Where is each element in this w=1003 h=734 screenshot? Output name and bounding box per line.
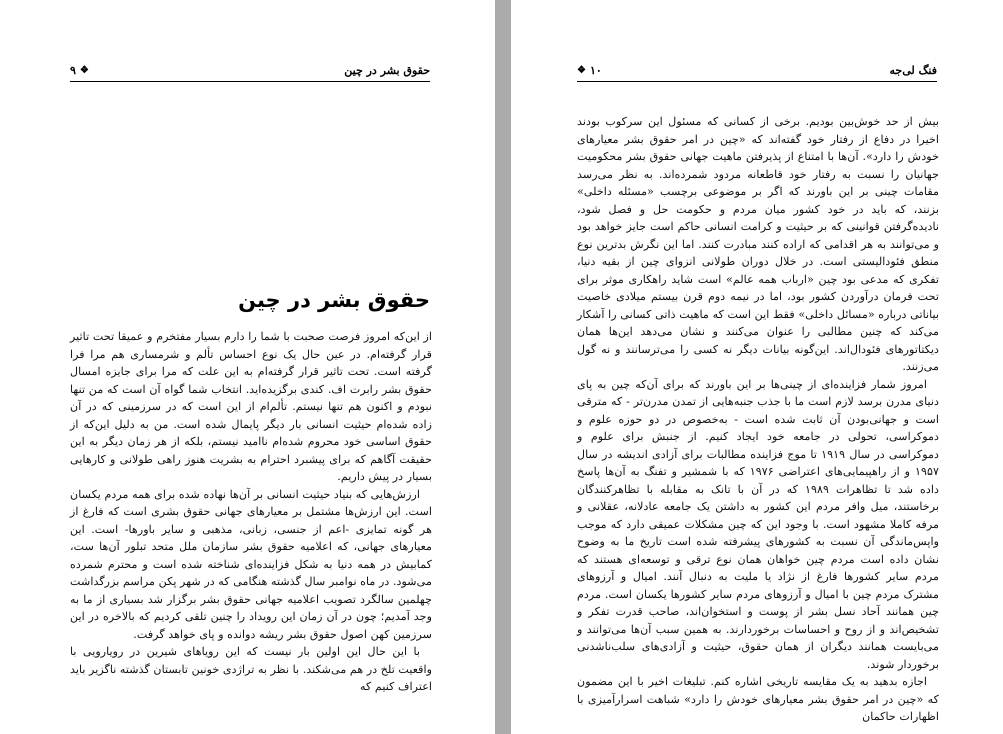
paragraph: اجازه بدهید به یک مقایسه تاریخی اشاره کنم. تبلیغات اخیر با این مضمون که «چین در امر حقوق بشر معیارهای خودش را دارد» شباهت اسرارآمیزی با اظهارات حاکمان: [577, 675, 939, 723]
paragraph: از این‌که امروز فرصت صحبت با شما را دارم بسیار مفتخرم و عمیقا تحت تاثیر قرار گرفته‌ام. در عین حال یک نوع احساس تألم و شرمساری هم مرا فرا گرفته است. تحت تاثیر قرار گرفته‌ام به این علت که مرا برای جایزه امسال حقوق بشر رابرت اف. کندی برگزیده‌اید. انتخاب شما گواه آن است که من تنها نبودم و اکنون هم تنها نیستم. تألم‌ام از این است که در سرزمینی که در آن زاده شده‌ام حیثیت انسانی بار دیگر پایمال شده است. من به دلیل این‌که از حقوق اساسی خود محروم شده‌ام ناامید نیستم، بلکه از هر زمان دیگر به این حقیقت آگاهم که برای پیشبرد احترام به بشریت هنوز راهی طولانی و کارهایی بسیار در پیش داریم.: [70, 330, 432, 483]
right-page: [511, 0, 1003, 734]
ornament-icon: ❖: [577, 64, 586, 76]
paragraph: با این حال این اولین بار نیست که این رویاهای شیرین در رویارویی با واقعیت تلخ در هم می‌شکند. با نظر به تراژدی خونین تابستان گذشته ناگزیر باید اعتراف کنیم که: [69, 645, 432, 693]
chapter-title: حقوق بشر در چین: [238, 288, 430, 312]
left-page: [0, 0, 495, 734]
ornament-icon: ❖: [79, 64, 89, 76]
left-page-body: [70, 328, 432, 696]
paragraph: امروز شمار فزاینده‌ای از چینی‌ها بر این باورند که برای آن‌که چین به پای دنیای مدرن برسد لازم است ما با جذب جنبه‌هایی از تمدن مدرن‌تر - که مترقی است و جهانی‌بودن آن ثابت شده است - به‌خصوص در دو حوزه علوم و دموکراسی، تحولی در جامعه خود ایجاد کنیم. از جنبش برای علوم و دموکراسی در سال ۱۹۱۹ تا موج فزاینده مطالبات برای آزادی اندیشه در سال ۱۹۵۷ و از راهپیمایی‌های اعتراضی ۱۹۷۶ که با شمشیر و تفنگ به آن‌ها پاسخ داده شد تا تظاهرات ۱۹۸۹ که در آن با تانک به مقابله با تظاهرکنندگان برخاستند، میل وافر مردم این کشور به داشتن یک جامعه عادلانه، عقلانی و مرفه کاملا مشهود است. با وجود این که چین مشکلات عمیقی دارد که موجب واپس‌ماندگی آن نسبت به کشورهای پیشرفته شده است تاریخ ما به وضوح نشان داده است مردم چین خواهان همان نوع ترقی و توسعه‌ای هستند که مردم سایر کشورها فارغ از نژاد یا ملیت به دنبال آنند. امیال و آرزوهای مشترک مردم چین با امیال و آرزوهای مردم سایر کشورها یکسان است. مردم چین همانند آحاد نسل بشر از پوست و استخوان‌اند، صاحب قدرت تفکر و تشخیص‌اند و از روح و احساسات برخوردارند. به همین سبب آن‌ها می‌توانند و می‌بایست همانند دیگران از همان حقوق، حیثیت و آزادی‌های سلب‌ناشدنی برخوردار شوند.: [577, 377, 939, 671]
page-number: ۱۰: [589, 64, 602, 77]
right-page-body: [577, 113, 939, 726]
paragraph: ارزش‌هایی که بنیاد حیثیت انسانی بر آن‌ها نهاده شده برای همه مردم یکسان است. این ارزش‌ها مشتمل بر معیارهای جهانی حقوق بشری است که فارغ از هر گونه تمایزی -اعم از جنسی، زبانی، مذهبی و سایر باورها- است. این معیارهای جهانی، که اعلامیه حقوق بشر سازمان ملل متحد تبلور آن‌ها ست، کمابیش در همه دنیا به شکل فزاینده‌ای شناخته شده است و محترم شمرده می‌شود. در ماه نوامبر سال گذشته هنگامی که در شهر پکن مراسم بزرگداشت چهلمین سالگرد تصویب اعلامیه جهانی حقوق بشر برگزار شد بسیاری از ما به وجد آمدیم؛ چون در آن زمان این رویداد را چنین تلقی کردیم که بالاخره در این سرزمین کهن اصول حقوق بشر ریشه دوانده و پای خواهد گرفت.: [70, 487, 432, 641]
page-number: ۹: [70, 64, 76, 77]
left-page-header: [70, 61, 430, 82]
page-number-group: [70, 64, 89, 77]
page-number-group: [577, 64, 602, 77]
right-page-header: [577, 61, 937, 82]
paragraph: بیش از حد خوش‌بین بودیم. برخی از کسانی که مسئول این سرکوب بودند اخیرا در دفاع از رفتار خود گفته‌اند که «چین در امر حقوق بشر معیارهای خودش را دارد». آن‌ها با امتناع از پذیرفتن ماهیت جهانی حقوق بشر محکومیت جهانیان را نسبت به رفتار خود قاطعانه مردود شمرده‌اند. به نظر می‌رسد مقامات چینی بر این باورند که اگر بر موضوعی برچسب «مسئله داخلی» بزنند، که باید در خود کشور میان مردم و حکومت حل و فصل شود، نادیده‌گرفتن قوانینی که بر حیثیت و کرامت انسانی حاکم است جایز خواهد بود و می‌توانند به هر اقدامی که اراده کنند مبادرت کنند. اما این نگرش بدترین نوع منطق فئودالیستی است. در خلال دوران طولانی انزوای چین از بقیه دنیا، تفکری که مدعی بود چین «ارباب همه عالم» است شاید راهکاری موثر برای تحت فرمان درآوردن کشور بود، اما در نیمه دوم قرن بیستم میلادی خاصیت بیاناتی درباره «مسائل داخلی» فقط این است که ماهیت ذاتی کسانی را آشکار می‌کند که چنین مطالبی را عنوان می‌کنند و نشان می‌دهد این‌ها همان دیکتاتورهای فئودال‌اند. این‌گونه بیانات دیگر نه کسی را می‌ترسانند و نه گول می‌زنند.: [577, 115, 939, 373]
running-title: حقوق بشر در چین: [344, 64, 430, 77]
running-title: فنگ لی‌جه: [889, 64, 937, 77]
